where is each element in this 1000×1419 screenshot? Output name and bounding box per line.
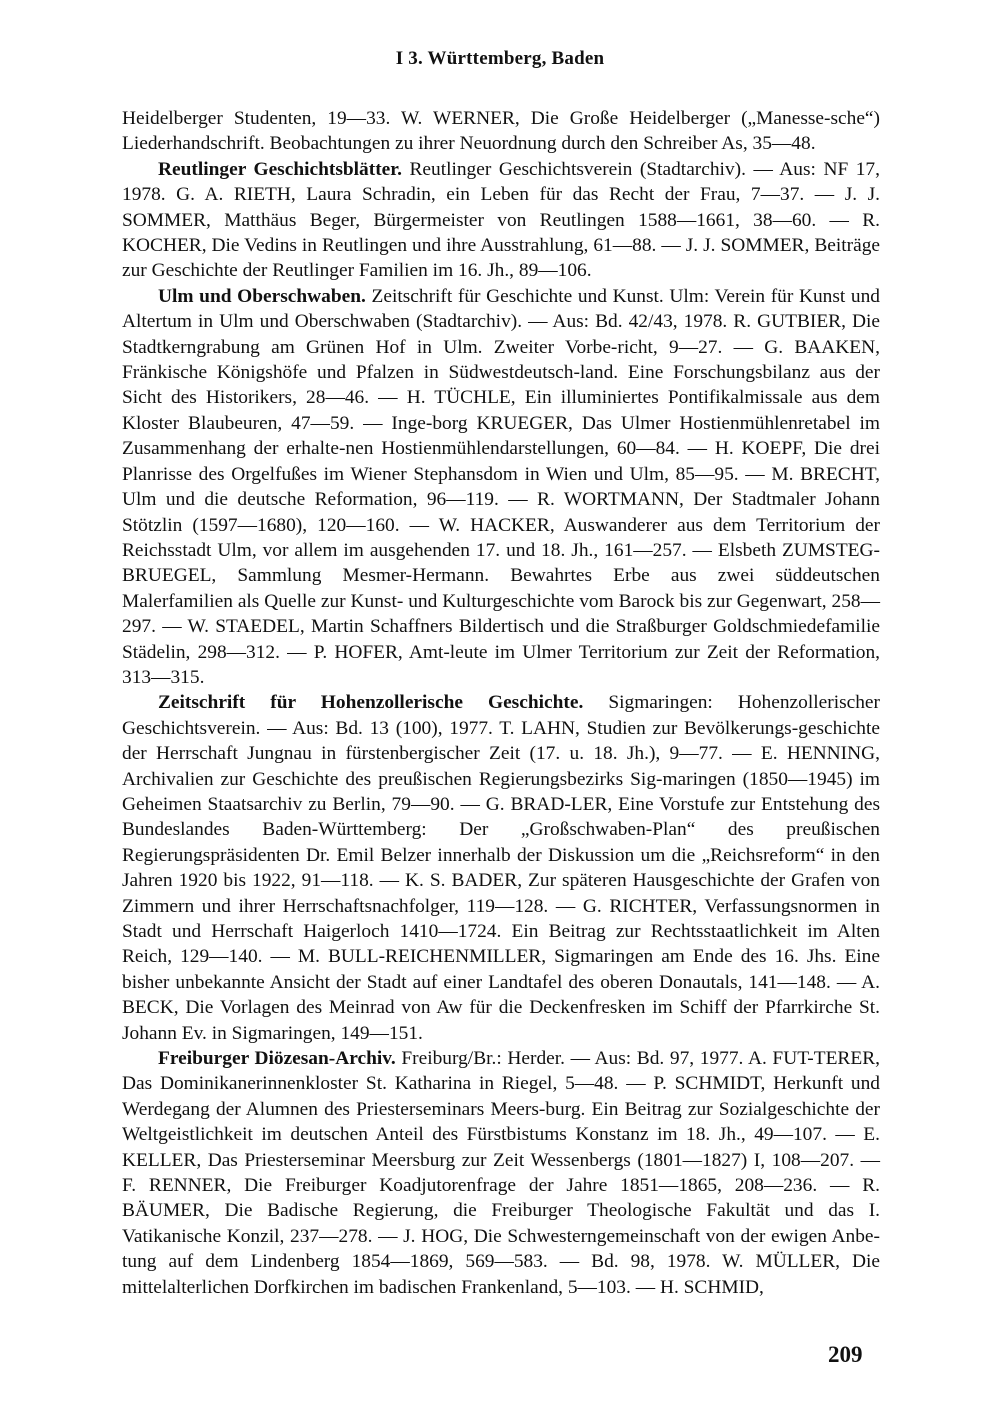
page-body xyxy=(122,106,880,1300)
paragraph-text: Sigmaringen: Hohenzollerischer Geschichtsverein. — Aus: Bd. 13 (100), 1977. T. LAHN, Studien zur Bevölkerungs-geschichte der Herrschaft Jungnau in fürstenbergischer Zeit (17. u. 18. Jh.), 9—77. — E. HENNING, Archivalien zur Geschichte des preußischen Regierungsbezirks Sig-maringen (1850—1945) im Geheimen Staatsarchiv zu Berlin, 79—90. — G. BRAD-LER, Eine Vorstufe zur Entstehung des Bundeslandes Baden-Württemberg: Der „Großschwaben-Plan“ des preußischen Regierungspräsidenten Dr. Emil Belzer innerhalb der Diskussion um die „Reichsreform“ in den Jahren 1920 bis 1922, 91—118. — K. S. BADER, Zur späteren Hausgeschichte der Grafen von Zimmern und ihrer Herrschaftsnachfolger, 119—128. — G. RICHTER, Verfassungsnormen in Stadt und Herrschaft Haigerloch 1410—1724. Ein Beitrag zur Rechtsstaatlichkeit im Alten Reich, 129—140. — M. BULL-REICHENMILLER, Sigmaringen am Ende des 16. Jhs. Eine bisher unbekannte Ansicht der Stadt auf einer Landtafel des oberen Donautals, 141—148. — A. BECK, Die Vorlagen des Meinrad von Aw für die Deckenfresken im Schiff der Pfarrkirche St. Johann Ev. in Sigmaringen, 149—151. xyxy=(122,692,880,1044)
paragraph-text: Heidelberger Studenten, 19—33. W. WERNER, Die Große Heidelberger („Manesse-sche“) Liederhandschrift. Beobachtungen zu ihrer Neuordnung durch den Schreiber As, 35—48. xyxy=(122,108,880,155)
journal-title: Reutlinger Geschichtsblätter. xyxy=(158,158,402,180)
paragraph-freiburger-dioezesan-archiv xyxy=(122,1046,880,1300)
page-number: 209 xyxy=(828,1342,863,1367)
paragraph-text: Reutlinger Geschichtsverein (Stadtarchiv). — Aus: NF 17, 1978. G. A. RIETH, Laura Schradin, ein Leben für das Recht der Frau, 7—37. — J. J. SOMMER, Matthäus Beger, Bürgermeister von Reutlingen 1588—1661, 38—60. — R. KOCHER, Die Vedins in Reutlingen und ihre Ausstrahlung, 61—88. — J. J. SOMMER, Beiträge zur Geschichte der Reutlinger Familien im 16. Jh., 89—106. xyxy=(122,158,880,282)
journal-title: Zeitschrift für Hohenzollerische Geschichte. xyxy=(158,692,584,714)
paragraph-text: Freiburg/Br.: Herder. — Aus: Bd. 97, 1977. A. FUT-TERER, Das Dominikanerinnenkloster St. Katharina in Riegel, 5—48. — P. SCHMIDT, Herkunft und Werdegang der Alumnen des Priesterseminars Meers-burg. Ein Beitrag zur Sozialgeschichte der Weltgeistlichkeit im deutschen Anteil des Fürstbistums Konstanz im 18. Jh., 49—107. — E. KELLER, Das Priesterseminar Meersburg zur Zeit Wessenbergs (1801—1827) I, 108—207. — F. RENNER, Die Freiburger Koadjutorenfrage der Jahre 1851—1865, 208—236. — R. BÄUMER, Die Badische Regierung, die Freiburger Theologische Fakultät und das I. Vatikanische Konzil, 237—278. — J. HOG, Die Schwesterngemeinschaft von der ewigen Anbe-tung auf dem Lindenberg 1854—1869, 569—583. — Bd. 98, 1978. W. MÜLLER, Die mittelalterlichen Dorfkirchen im badischen Frankenland, 5—103. — H. SCHMID, xyxy=(122,1048,880,1298)
journal-title: Ulm und Oberschwaben. xyxy=(158,285,366,307)
journal-title: Freiburger Diözesan-Archiv. xyxy=(158,1048,396,1070)
paragraph-hohenzollerische-geschichte xyxy=(122,690,880,1046)
paragraph-text: Zeitschrift für Geschichte und Kunst. Ulm: Verein für Kunst und Altertum in Ulm und Oberschwaben (Stadtarchiv). — Aus: Bd. 42/43, 1978. R. GUTBIER, Die Stadtkerngrabung am Grünen Hof in Ulm. Zweiter Vorbe-richt, 9—27. — G. BAAKEN, Fränkische Königshöfe und Pfalzen in Südwestdeutsch-land. Eine Forschungsbilanz aus der Sicht des Historikers, 28—46. — H. TÜCHLE, Ein illuminiertes Pontifikalmissale aus dem Kloster Blaubeuren, 47—59. — Inge-borg KRUEGER, Das Ulmer Hostienmühlenretabel im Zusammenhang der erhalte-nen Hostienmühlendarstellungen, 60—84. — H. KOEPF, Die drei Planrisse des Orgelfußes im Wiener Stephansdom in Wien und Ulm, 85—95. — M. BRECHT, Ulm und die deutsche Reformation, 96—119. — R. WORTMANN, Der Stadtmaler Johann Stötzlin (1597—1680), 120—160. — W. HACKER, Auswanderer aus dem Territorium der Reichsstadt Ulm, vor allem im ausgehenden 17. und 18. Jh., 161—257. — Elsbeth ZUMSTEG-BRUEGEL, Sammlung Mesmer-Hermann. Bewahrtes Erbe aus zwei süddeutschen Malerfamilien als Quelle zur Kunst- und Kulturgeschichte vom Barock bis zur Gegenwart, 258—297. — W. STAEDEL, Martin Schaffners Bildertisch und die Straßburger Goldschmiedefamilie Städelin, 298—312. — P. HOFER, Amt-leute im Ulmer Territorium zur Zeit der Reformation, 313—315. xyxy=(122,285,880,688)
paragraph-ulm-und-oberschwaben xyxy=(122,284,880,691)
paragraph-reutlinger-geschichtsblaetter xyxy=(122,157,880,284)
running-head: I 3. Württemberg, Baden xyxy=(395,48,605,69)
paragraph-heidelberger-continuation xyxy=(122,106,880,157)
